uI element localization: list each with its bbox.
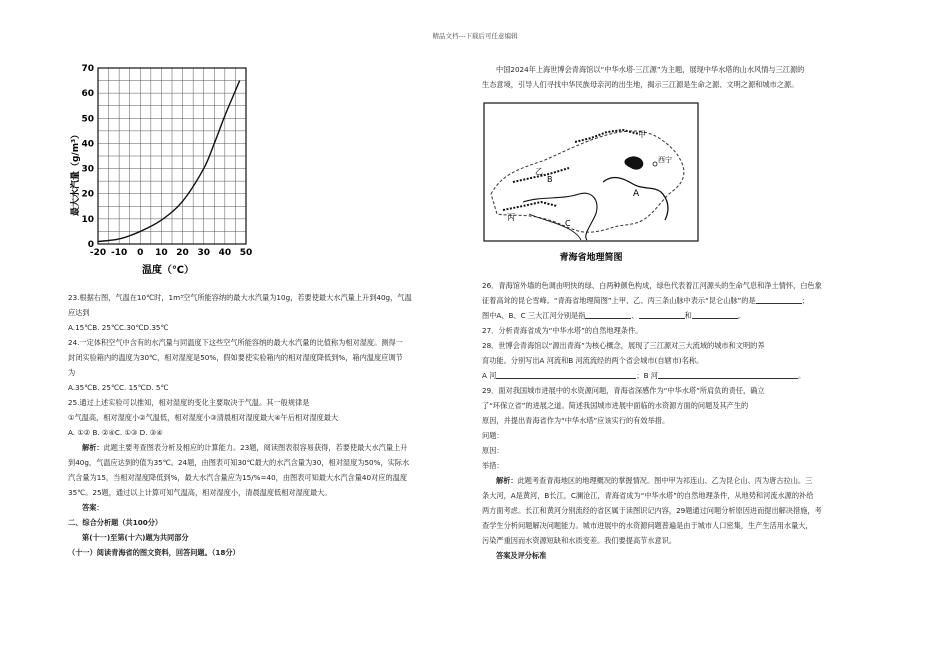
intro-line2: 生态意境，引导人们寻找中华民族母亲河的出生地，揭示三江源是生命之源、文明之源和城市之源。	[482, 80, 799, 89]
analysis-line1	[68, 440, 470, 455]
r-analysis-label: 解析：	[496, 476, 518, 485]
r-analysis-line1	[482, 473, 882, 488]
x-tick-label: 40	[218, 248, 232, 258]
q26-line1: 26．青海馆外墙的色调由明快的绿、白两种颜色构成，绿色代表着江河源头的生命气息和净土情怀，白色象	[482, 281, 822, 290]
q26-blank-4[interactable]	[692, 309, 738, 319]
q26-line3	[482, 308, 882, 323]
q24-line3: 为	[68, 368, 76, 377]
label-jia: 甲	[638, 130, 646, 139]
q24-options: A.35℃B. 25℃C. 15℃D. 5℃	[68, 383, 169, 392]
x-tick-labels	[90, 248, 252, 258]
y-tick-label: 50	[81, 114, 94, 125]
q24-line1: 24.一定体积空气中含有的水汽量与同温度下这些空气所能容纳的最大水汽量的比值称为相对湿度。测得一	[68, 338, 403, 347]
x-tick-label: 10	[155, 248, 168, 258]
q26-line2-text: 征着高耸的昆仑雪峰。“青海省地理简图”上甲、乙、丙三条山脉中表示“昆仑山脉”的是	[482, 296, 756, 305]
y-tick-label: 30	[81, 164, 94, 175]
q23-line1: 23.根据右图，气温在10℃时，1m³空气所能容纳的最大水汽量为10g，若要使最大水汽量上升到40g，气温	[68, 293, 412, 302]
answer-label: 答案：	[82, 503, 104, 512]
q26-line2	[482, 293, 882, 308]
label-a: A	[633, 189, 640, 199]
analysis-line2: 到40g，气温应达到的值为35℃。24题，由图表可知30℃最大的水汽含量为30，相对湿度为50%，实际水	[68, 458, 410, 467]
sub-11-title: （十一）阅读青海省的图文资料，回答问题。（18分）	[68, 548, 240, 557]
y-tick-label: 20	[81, 189, 94, 200]
q28-b-label: ；B 河	[636, 371, 658, 380]
q28-line3	[482, 368, 882, 383]
left-column	[68, 290, 470, 560]
water-vapor-chart	[68, 58, 273, 283]
q28-a-label: A 河	[482, 371, 497, 380]
q29-line2: 了“环保立省”的进展之道。简述我国城市进展中面临的水资源方面的问题及其产生的	[482, 401, 749, 410]
label-yi: 乙	[535, 167, 543, 176]
r-analysis-line2: 条大河，A是黄河，B长江，C澜沧江，青海省成为“中华水塔”的自然地理条件，从地势和河流水源的补给	[482, 491, 814, 500]
q28-line1: 28．世博会青海馆以“源出青海”为核心概念，展现了三江源对三大流域的城市和文明的养	[482, 341, 765, 350]
map-spacer	[482, 92, 882, 278]
q26-sep1: 、	[631, 311, 639, 320]
section-2-title: 二、综合分析题（共100分）	[68, 518, 163, 527]
intro-line1: 中国2024年上海世博会青海馆以“中华水塔·三江源”为主题，展现中华水塔的山水风情与三江源的	[496, 65, 805, 74]
q28-blank-a[interactable]	[496, 369, 636, 379]
q28-line2: 育功能。分别写出A 河流和B 河流流经的两个省会城市(自辖市)名称。	[482, 356, 704, 365]
group-note: 第(十一)至第(十六)题为共同部分	[82, 533, 189, 542]
answer-reason: 原因：	[482, 446, 504, 455]
x-axis-label: 温度（℃）	[141, 265, 195, 276]
q25-line2: ①气温高，相对湿度小②气温低，相对湿度小③清晨相对湿度最大④午后相对湿度最大	[68, 413, 339, 422]
y-axis-label: 最大水汽量（g/m³）	[71, 129, 81, 217]
y-tick-label: 70	[81, 64, 94, 74]
right-column	[482, 62, 882, 563]
x-tick-label: -20	[89, 248, 107, 258]
q26-sep2: 和	[684, 311, 692, 320]
q28-end: 。	[797, 371, 806, 380]
q26-blank-1[interactable]	[756, 294, 802, 304]
x-tick-label: 30	[197, 248, 210, 258]
q25-line1: 25.通过上述实验可以推知，相对湿度的变化主要取决于气温。其一般规律是	[68, 398, 310, 407]
answer-standard: 答案及评分标准	[496, 551, 547, 560]
x-tick-label: 50	[239, 248, 253, 258]
analysis-label: 解析：	[82, 443, 104, 452]
answer-issue: 问题：	[482, 431, 504, 440]
q28-blank-b[interactable]	[658, 369, 798, 379]
y-tick-label: 60	[81, 89, 94, 100]
map-title: 青海省地理简图	[559, 253, 623, 263]
q23-line2: 应达到	[68, 308, 90, 317]
y-tick-label: 40	[81, 139, 94, 150]
q26-line3-text: 图中A、B、C 三大江河分别是指	[482, 311, 586, 320]
label-c: C	[565, 219, 571, 228]
q23-options: A.15℃B. 25℃C.30℃D.35℃	[68, 323, 169, 332]
y-tick-label: 0	[87, 240, 94, 250]
label-xining: 西宁	[658, 156, 672, 164]
answer-measure: 举措：	[482, 461, 504, 470]
x-tick-label: 0	[137, 248, 144, 258]
y-tick-labels	[81, 64, 94, 250]
page-header: 精品文档---下载后可任意编辑	[432, 32, 518, 40]
x-tick-label: -10	[111, 248, 128, 258]
label-bing: 丙	[507, 213, 515, 222]
q25-options: A. ①② B. ②④C. ①③ D. ③④	[68, 428, 163, 437]
analysis-line3: 汽含量为15，当相对湿度降低到%，最大水汽含量应为15/%=40，由图表可知最大水汽含量40对应的温度	[68, 473, 408, 482]
q26-blank-3[interactable]	[639, 309, 685, 319]
q27: 27．分析青海省成为“中华水塔”的自然地理条件。	[482, 326, 643, 335]
q24-line2: 封闭实验箱内的温度为30℃，相对湿度是50%，假如要使实验箱内的相对湿度降低到%，箱内温度应调节	[68, 353, 403, 362]
x-tick-label: 20	[176, 248, 189, 258]
chart-grid	[98, 68, 246, 244]
q29-line1: 29．面对我国城市进展中的水资源问题，青海省深感作为“中华水塔”所肩负的责任，确立	[482, 386, 765, 395]
r-analysis-line3: 两方面考虑。长江和黄河分别流经的省区属于读图识记内容，29题通过问题分析原因进而提出解决措施，考	[482, 506, 822, 515]
q26-blank-2[interactable]	[585, 309, 631, 319]
q26-line2-end: ；	[801, 296, 809, 305]
label-b: B	[547, 175, 553, 184]
r-analysis-line4: 查学生分析问题解决问题能力。城市进展中的水资源问题普遍是由于城市人口密集，生产生活用水量大，	[482, 521, 813, 530]
analysis-line4: 35℃。25题，通过以上计算可知气温高，相对湿度小，清晨温度低相对湿度最大。	[68, 488, 332, 497]
y-tick-label: 10	[81, 214, 94, 225]
q26-end: 。	[737, 311, 746, 320]
r-analysis-line5: 污染严重因而水资源短缺和水质变差。我们要提高节水意识。	[482, 536, 677, 545]
r-analysis-text1: 此题考查青海地区的地理概况的掌握情况。图中甲为祁连山、乙为昆仑山、丙为唐古拉山。三	[517, 476, 813, 485]
q29-line3: 原因，并提出青海省作为“中华水塔”应该实行的有效举措。	[482, 416, 670, 425]
analysis-text1: 此题主要考查图表分析及相应的计算能力。23题，阅读图表很容易获得，若要使最大水汽量上升	[103, 443, 408, 452]
